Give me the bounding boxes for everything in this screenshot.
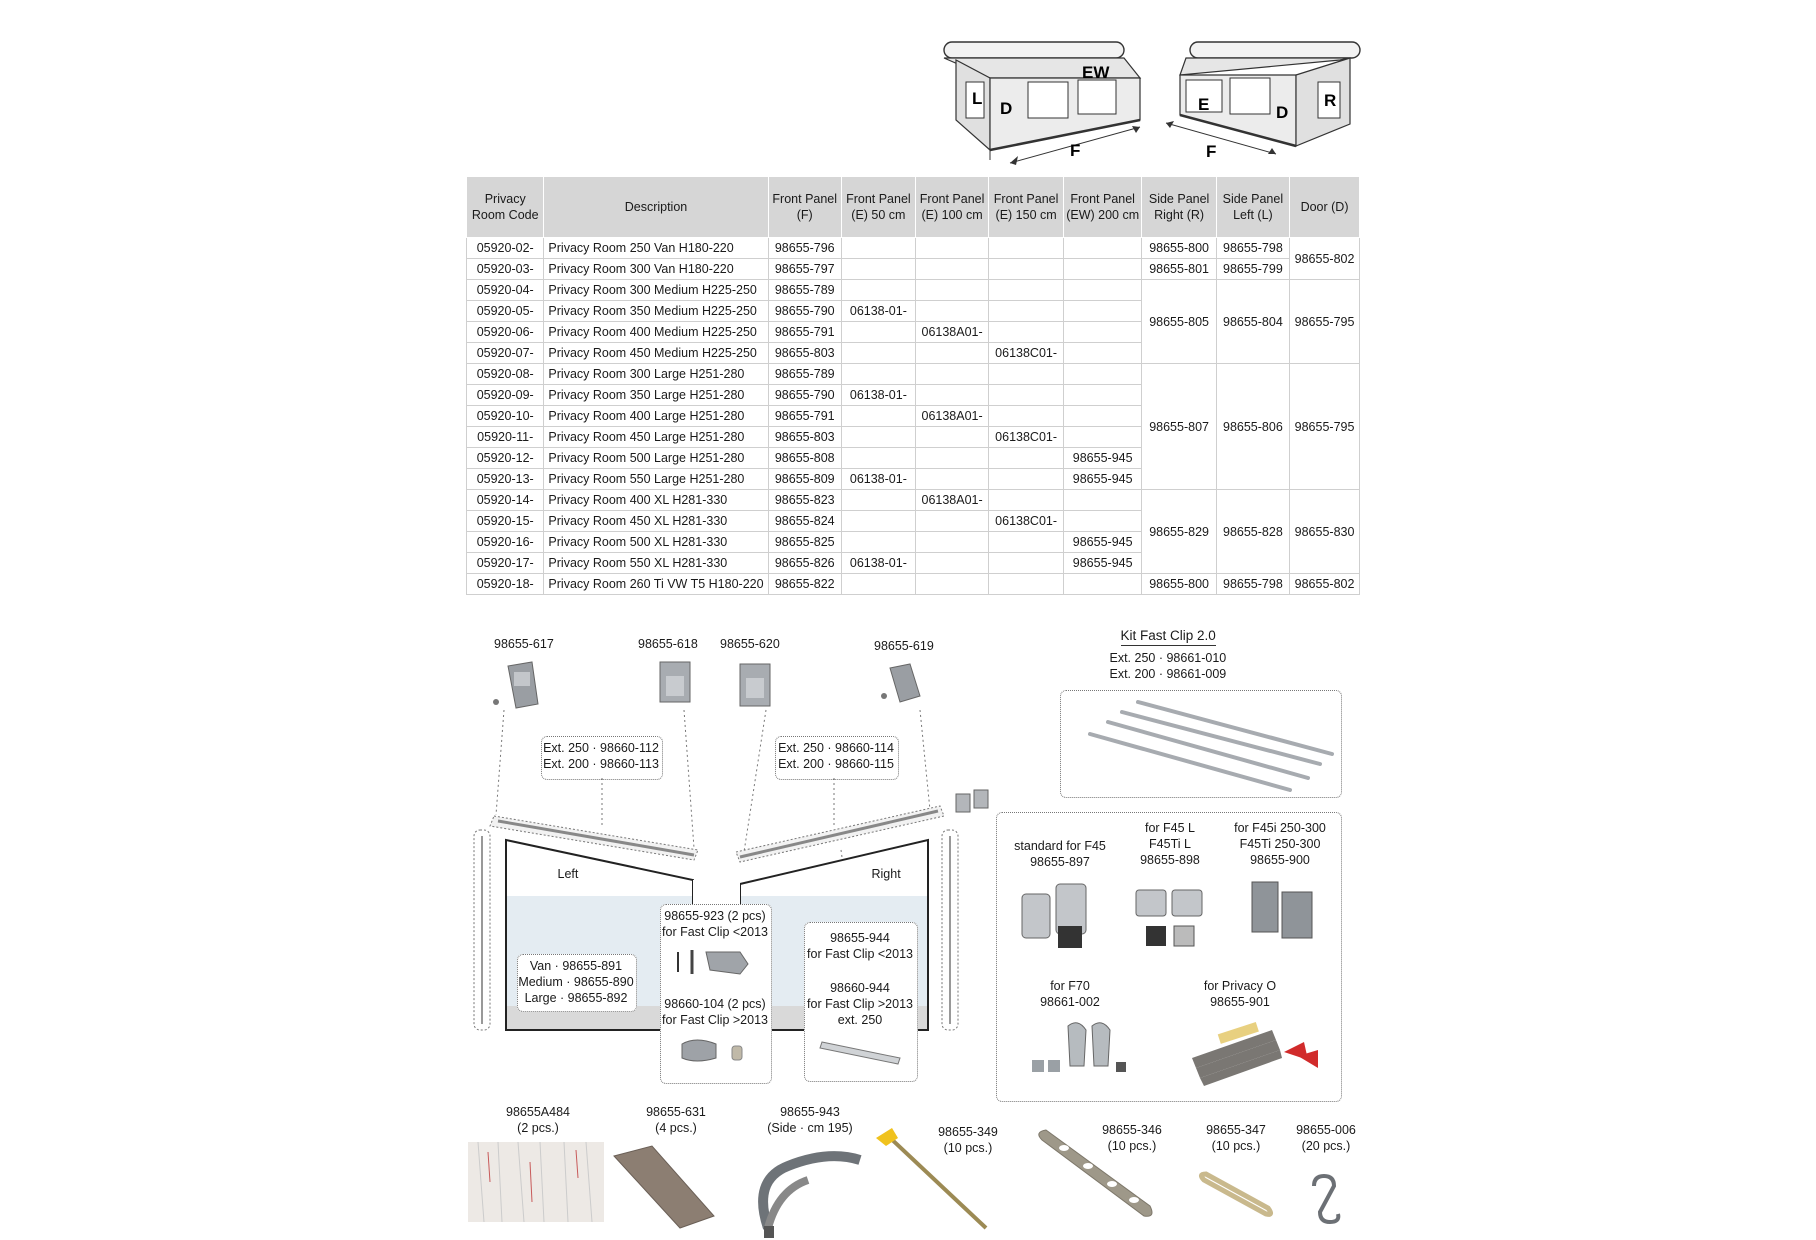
cell-e150: 06138C01-: [989, 343, 1063, 364]
clip-923-note: for Fast Clip <2013: [662, 925, 768, 939]
cell-e100: [915, 448, 989, 469]
cell-door: 98655-802: [1290, 574, 1360, 595]
label-r: R: [1324, 91, 1337, 110]
cell-e100: [915, 301, 989, 322]
pole-van: Van · 98655-891: [529, 959, 623, 973]
cell-code: 05920-17-: [467, 553, 544, 574]
acc-349-code: 98655-349: [938, 1125, 998, 1139]
cell-code: 05920-06-: [467, 322, 544, 343]
cell-e50: [841, 574, 915, 595]
cell-ew200: [1063, 280, 1142, 301]
cell-e100: [915, 280, 989, 301]
cell-e100: [915, 511, 989, 532]
acc-block-icon: [610, 1144, 720, 1234]
cell-desc: Privacy Room 350 Medium H225-250: [544, 301, 768, 322]
kit-ext250: Ext. 250 · 98661-010: [1109, 651, 1227, 665]
cell-f: 98655-791: [768, 322, 841, 343]
acc-006-qty: (20 pcs.): [1301, 1139, 1351, 1153]
cell-desc: Privacy Room 400 Medium H225-250: [544, 322, 768, 343]
adapter-f45l-code: 98655-898: [1140, 853, 1200, 867]
acc-346-code: 98655-346: [1102, 1123, 1162, 1137]
cell-code: 05920-16-: [467, 532, 544, 553]
cell-door: 98655-802: [1290, 238, 1360, 280]
cell-desc: Privacy Room 500 Large H251-280: [544, 448, 768, 469]
acc-s-hook-icon: [1300, 1172, 1350, 1228]
cell-side-l: 98655-806: [1216, 364, 1289, 490]
clip-923-icon: [670, 944, 760, 980]
clip-944b-ext: ext. 250: [837, 1013, 883, 1027]
clip-944-code: 98655-944: [830, 931, 890, 945]
adapter-f45i-code: 98655-900: [1250, 853, 1310, 867]
awning-right-diagram: [1166, 42, 1360, 161]
cell-e150: [989, 364, 1063, 385]
cell-e50: 06138-01-: [841, 553, 915, 574]
part-label-619: 98655-619: [874, 639, 934, 653]
cell-ew200: [1063, 322, 1142, 343]
acc-347-qty: (10 pcs.): [1211, 1139, 1261, 1153]
cell-e150: [989, 322, 1063, 343]
cell-f: 98655-824: [768, 511, 841, 532]
adapter-small-icon: [950, 786, 1000, 826]
table-row: [467, 574, 1360, 595]
th-door: Door (D): [1290, 177, 1360, 238]
cell-e50: 06138-01-: [841, 385, 915, 406]
acc-346-qty: (10 pcs.): [1107, 1139, 1157, 1153]
th-front-ew200: Front Panel (EW) 200 cm: [1063, 177, 1142, 238]
cell-code: 05920-08-: [467, 364, 544, 385]
pole-large: Large · 98655-892: [524, 991, 628, 1005]
cell-e150: [989, 448, 1063, 469]
adapter-f45i-label: for F45i 250-300: [1234, 821, 1326, 835]
acc-484-qty: (2 pcs.): [517, 1121, 559, 1135]
cell-side-l: 98655-828: [1216, 490, 1289, 574]
rail-right-ext250: Ext. 250 · 98660-114: [778, 741, 894, 755]
cell-ew200: [1063, 511, 1142, 532]
cell-code: 05920-11-: [467, 427, 544, 448]
acc-006-code: 98655-006: [1296, 1123, 1356, 1137]
cell-e150: [989, 280, 1063, 301]
cell-ew200: [1063, 427, 1142, 448]
cell-f: 98655-823: [768, 490, 841, 511]
label-f2: F: [1206, 142, 1217, 161]
acc-631-qty: (4 pcs.): [655, 1121, 697, 1135]
cell-f: 98655-803: [768, 427, 841, 448]
cell-e50: [841, 427, 915, 448]
clip-923-code: 98655-923 (2 pcs): [664, 909, 766, 923]
cell-f: 98655-791: [768, 406, 841, 427]
cell-e100: 06138A01-: [915, 322, 989, 343]
cell-desc: Privacy Room 300 Large H251-280: [544, 364, 768, 385]
clip-104-icon: [676, 1034, 756, 1070]
cell-ew200: [1063, 364, 1142, 385]
clip-944b-note: for Fast Clip >2013: [807, 997, 913, 1011]
clip-944-icon: [816, 1030, 906, 1070]
adapter-f70-code: 98661-002: [1040, 995, 1100, 1009]
adapter-f45-icon: [1014, 876, 1114, 956]
adapter-f45i-icon: [1244, 876, 1324, 946]
cell-f: 98655-790: [768, 385, 841, 406]
rail-left-ext200: Ext. 200 · 98660-113: [543, 757, 659, 771]
cell-e150: [989, 574, 1063, 595]
acc-curtain-icon: [468, 1142, 604, 1222]
cell-e50: [841, 532, 915, 553]
cell-e150: [989, 259, 1063, 280]
cell-e50: [841, 364, 915, 385]
table-row: [467, 238, 1360, 259]
cell-side-r: 98655-829: [1142, 490, 1216, 574]
awning-diagrams: [930, 20, 1370, 170]
clip-104-code: 98660-104 (2 pcs): [664, 997, 766, 1011]
adapter-f45til-label: F45Ti L: [1149, 837, 1191, 851]
cell-code: 05920-18-: [467, 574, 544, 595]
cell-desc: Privacy Room 350 Large H251-280: [544, 385, 768, 406]
cell-desc: Privacy Room 500 XL H281-330: [544, 532, 768, 553]
cell-f: 98655-803: [768, 343, 841, 364]
cell-e100: [915, 238, 989, 259]
cell-e100: [915, 532, 989, 553]
cell-f: 98655-797: [768, 259, 841, 280]
cell-e50: [841, 406, 915, 427]
cell-f: 98655-826: [768, 553, 841, 574]
cell-ew200: [1063, 343, 1142, 364]
adapter-f45l-label: for F45 L: [1144, 821, 1196, 835]
right-panel-label: Right: [871, 867, 901, 881]
table-header-row: [467, 177, 1360, 238]
label-f: F: [1070, 141, 1081, 160]
cell-e50: [841, 511, 915, 532]
th-description: Description: [544, 177, 768, 238]
cell-ew200: [1063, 238, 1142, 259]
cell-code: 05920-03-: [467, 259, 544, 280]
cell-e50: 06138-01-: [841, 301, 915, 322]
cell-ew200: [1063, 574, 1142, 595]
cell-e150: [989, 385, 1063, 406]
label-e: E: [1198, 95, 1210, 114]
cell-ew200: 98655-945: [1063, 553, 1142, 574]
cell-desc: Privacy Room 300 Medium H225-250: [544, 280, 768, 301]
acc-strap-icon: [1030, 1126, 1160, 1222]
part-label-618: 98655-618: [638, 637, 698, 651]
label-d2: D: [1276, 103, 1289, 122]
cell-e100: 06138A01-: [915, 490, 989, 511]
cell-ew200: [1063, 301, 1142, 322]
cell-e100: [915, 259, 989, 280]
part-label-617: 98655-617: [494, 637, 554, 651]
cell-side-r: 98655-807: [1142, 364, 1216, 490]
adapter-f45l-icon: [1128, 880, 1218, 960]
cell-e50: 06138-01-: [841, 469, 915, 490]
cell-e50: [841, 343, 915, 364]
cell-ew200: 98655-945: [1063, 532, 1142, 553]
cell-e150: 06138C01-: [989, 427, 1063, 448]
clip-104-note: for Fast Clip >2013: [662, 1013, 768, 1027]
part-label-620: 98655-620: [720, 637, 780, 651]
cell-e150: [989, 469, 1063, 490]
cell-door: 98655-795: [1290, 364, 1360, 490]
cell-e150: [989, 532, 1063, 553]
cell-ew200: [1063, 406, 1142, 427]
cell-desc: Privacy Room 450 Large H251-280: [544, 427, 768, 448]
cell-desc: Privacy Room 400 Large H251-280: [544, 406, 768, 427]
kit-ext200: Ext. 200 · 98661-009: [1109, 667, 1227, 681]
adapter-f45ti-label: F45Ti 250-300: [1239, 837, 1321, 851]
cell-e100: [915, 574, 989, 595]
cell-side-r: 98655-800: [1142, 574, 1216, 595]
cell-desc: Privacy Room 450 Medium H225-250: [544, 343, 768, 364]
cell-desc: Privacy Room 450 XL H281-330: [544, 511, 768, 532]
label-ew: EW: [1082, 63, 1110, 82]
th-front-e150: Front Panel (E) 150 cm: [989, 177, 1063, 238]
cell-side-r: 98655-805: [1142, 280, 1216, 364]
cell-f: 98655-809: [768, 469, 841, 490]
cell-e50: [841, 238, 915, 259]
cell-f: 98655-789: [768, 280, 841, 301]
th-code: Privacy Room Code: [467, 177, 544, 238]
cell-code: 05920-15-: [467, 511, 544, 532]
cell-door: 98655-830: [1290, 490, 1360, 574]
kit-fast-clip-title: Kit Fast Clip 2.0: [1121, 628, 1216, 646]
th-front-e50: Front Panel (E) 50 cm: [841, 177, 915, 238]
cell-side-l: 98655-798: [1216, 574, 1289, 595]
cell-e50: [841, 490, 915, 511]
cell-code: 05920-13-: [467, 469, 544, 490]
acc-peg-icon: [868, 1124, 998, 1234]
cell-ew200: 98655-945: [1063, 469, 1142, 490]
cell-e50: [841, 280, 915, 301]
acc-943-code: 98655-943: [780, 1105, 840, 1119]
cell-desc: Privacy Room 550 Large H251-280: [544, 469, 768, 490]
cell-desc: Privacy Room 250 Van H180-220: [544, 238, 768, 259]
pole-medium: Medium · 98655-890: [518, 975, 634, 989]
acc-347-code: 98655-347: [1206, 1123, 1266, 1137]
cell-e100: [915, 469, 989, 490]
cell-e100: 06138A01-: [915, 406, 989, 427]
acc-loop-icon: [1196, 1170, 1276, 1220]
acc-349-qty: (10 pcs.): [943, 1141, 993, 1155]
clip-944b-code: 98660-944: [830, 981, 890, 995]
adapter-f45-code: 98655-897: [1030, 855, 1090, 869]
cell-f: 98655-825: [768, 532, 841, 553]
kit-fast-clip-rails-icon: [1070, 696, 1340, 792]
table-row: [467, 280, 1360, 301]
acc-631-code: 98655-631: [646, 1105, 706, 1119]
table-row: [467, 259, 1360, 280]
clip-944-note: for Fast Clip <2013: [807, 947, 913, 961]
cell-f: 98655-789: [768, 364, 841, 385]
cell-side-l: 98655-798: [1216, 238, 1289, 259]
th-side-r: Side Panel Right (R): [1142, 177, 1216, 238]
cell-code: 05920-14-: [467, 490, 544, 511]
cell-code: 05920-04-: [467, 280, 544, 301]
cell-desc: Privacy Room 550 XL H281-330: [544, 553, 768, 574]
awning-left-diagram: [944, 42, 1140, 165]
cell-e50: [841, 448, 915, 469]
table-body: [467, 238, 1360, 595]
cell-desc: Privacy Room 400 XL H281-330: [544, 490, 768, 511]
cell-code: 05920-12-: [467, 448, 544, 469]
cell-e100: [915, 427, 989, 448]
cell-f: 98655-822: [768, 574, 841, 595]
adapter-f70-icon: [1024, 1016, 1144, 1086]
cell-ew200: [1063, 385, 1142, 406]
cell-e50: [841, 259, 915, 280]
cell-side-r: 98655-800: [1142, 238, 1216, 259]
cell-e50: [841, 322, 915, 343]
cell-e150: 06138C01-: [989, 511, 1063, 532]
cell-e150: [989, 406, 1063, 427]
cell-ew200: [1063, 490, 1142, 511]
cell-code: 05920-02-: [467, 238, 544, 259]
cell-ew200: [1063, 259, 1142, 280]
cell-code: 05920-09-: [467, 385, 544, 406]
cell-door: 98655-795: [1290, 280, 1360, 364]
cell-e150: [989, 301, 1063, 322]
label-d: D: [1000, 99, 1013, 118]
cell-ew200: 98655-945: [1063, 448, 1142, 469]
cell-code: 05920-05-: [467, 301, 544, 322]
table-row: [467, 490, 1360, 511]
th-front-f: Front Panel (F): [768, 177, 841, 238]
acc-943-note: (Side · cm 195): [767, 1121, 853, 1135]
cell-f: 98655-796: [768, 238, 841, 259]
cell-side-l: 98655-799: [1216, 259, 1289, 280]
cell-e100: [915, 343, 989, 364]
left-panel-label: Left: [557, 867, 579, 881]
cell-desc: Privacy Room 260 Ti VW T5 H180-220: [544, 574, 768, 595]
adapter-privacy-o-label: for Privacy O: [1203, 979, 1277, 993]
cell-f: 98655-808: [768, 448, 841, 469]
cell-side-r: 98655-801: [1142, 259, 1216, 280]
cell-e150: [989, 490, 1063, 511]
cell-f: 98655-790: [768, 301, 841, 322]
cell-desc: Privacy Room 300 Van H180-220: [544, 259, 768, 280]
th-front-e100: Front Panel (E) 100 cm: [915, 177, 989, 238]
th-side-l: Side Panel Left (L): [1216, 177, 1289, 238]
acc-zipper-icon: [748, 1140, 878, 1240]
rail-left-ext250: Ext. 250 · 98660-112: [543, 741, 659, 755]
cell-e100: [915, 553, 989, 574]
parts-table: [466, 176, 1360, 595]
label-l: L: [972, 89, 983, 108]
cell-e100: [915, 385, 989, 406]
cell-e100: [915, 364, 989, 385]
cell-e150: [989, 553, 1063, 574]
adapter-privacy-o-icon: [1186, 1012, 1326, 1092]
adapter-privacy-o-code: 98655-901: [1210, 995, 1270, 1009]
cell-code: 05920-10-: [467, 406, 544, 427]
rail-right-ext200: Ext. 200 · 98660-115: [778, 757, 894, 771]
cell-e150: [989, 238, 1063, 259]
cell-code: 05920-07-: [467, 343, 544, 364]
adapter-f45-label: standard for F45: [1014, 839, 1106, 853]
cell-side-l: 98655-804: [1216, 280, 1289, 364]
table-row: [467, 364, 1360, 385]
acc-484-code: 98655A484: [506, 1105, 570, 1119]
adapter-f70-label: for F70: [1050, 979, 1090, 993]
